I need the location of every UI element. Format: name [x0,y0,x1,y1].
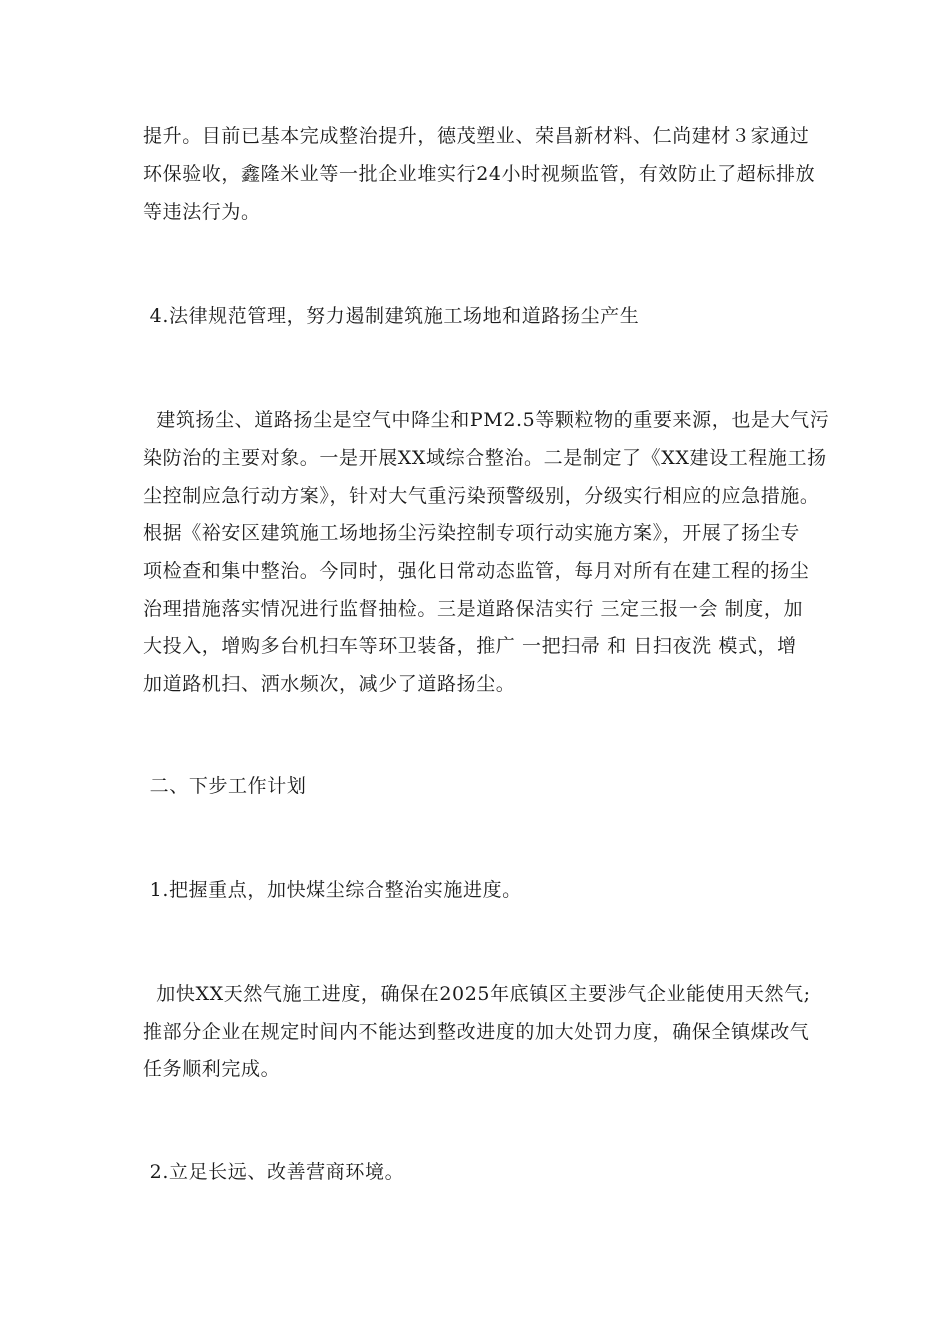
text-line: 项检查和集中整治。今同时，强化日常动态监管，每月对所有在建工程的扬尘 [143,560,810,582]
text-line: 4.法律规范管理，努力遏制建筑施工场地和道路扬尘产生 [143,305,640,327]
text-line: 2.立足长远、改善营商环境。 [143,1161,405,1183]
text-line: 推部分企业在规定时间内不能达到整改进度的加大处罚力度，确保全镇煤改气 [143,1021,810,1043]
text-line: 根据《裕安区建筑施工场地扬尘污染控制专项行动实施方案》，开展了扬尘专 [143,522,800,544]
text-line: 等违法行为。 [143,201,261,223]
text-line: 染防治的主要对象。一是开展XX域综合整治。二是制定了《XX建设工程施工扬 [143,447,827,469]
text-line: 1.把握重点，加快煤尘综合整治实施进度。 [143,879,522,901]
text-line: 任务顺利完成。 [143,1058,281,1080]
text-line: 大投入，增购多台机扫车等环卫装备，推广 一把扫帚 和 日扫夜洗 模式，增 [143,635,797,657]
text-line: 加道路机扫、洒水频次，减少了道路扬尘。 [143,673,516,695]
text-line: 加快XX天然气施工进度，确保在2025年底镇区主要涉气企业能使用天然气; [143,983,811,1005]
text-line: 环保验收，鑫隆米业等一批企业堆实行24小时视频监管，有效防止了超标排放 [143,163,816,185]
text-line: 治理措施落实情况进行监督抽检。三是道路保洁实行 三定三报一会 制度，加 [143,598,804,620]
text-line: 二、下步工作计划 [143,775,307,797]
text-line: 建筑扬尘、道路扬尘是空气中降尘和PM2.5等颗粒物的重要来源，也是大气污 [143,409,830,431]
text-line: 提升。目前已基本完成整治提升，德茂塑业、荣昌新材料、仁尚建材３家通过 [143,125,810,147]
text-line: 尘控制应急行动方案》，针对大气重污染预警级别，分级实行相应的应急措施。 [143,485,820,507]
